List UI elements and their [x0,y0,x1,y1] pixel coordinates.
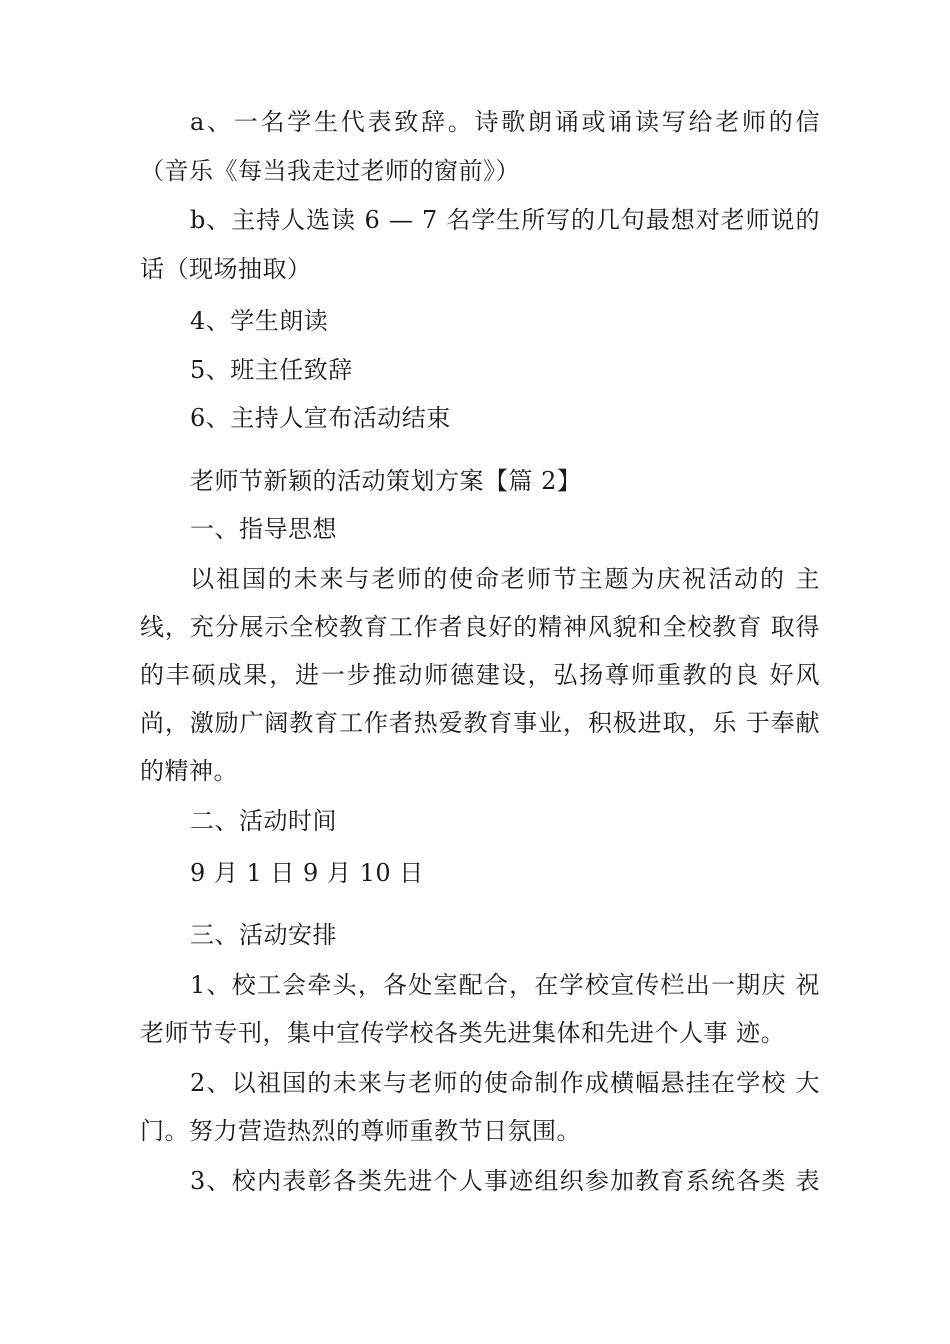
text-line: 的精神。 [140,757,238,785]
text-line: 4、学生朗读 [190,307,329,335]
text-line: 6、主持人宣布活动结束 [190,404,451,432]
subheading: 二、活动时间 [190,807,337,835]
text-line: 1、校工会牵头，各处室配合，在学校宣传栏出一期庆 祝 [190,971,820,999]
text-line: 话（现场抽取） [140,255,312,283]
text-line: 以祖国的未来与老师的使命老师节主题为庆祝活动的 主 [190,565,820,593]
text-line: a、一名学生代表致辞。诗歌朗诵或诵读写给老师的信 [190,108,820,136]
text-line: 尚，激励广阔教育工作者热爱教育事业，积极进取，乐 于奉献 [140,709,820,737]
text-line: 3、校内表彰各类先进个人事迹组织参加教育系统各类 表 [190,1167,820,1195]
text-line: 线，充分展示全校教育工作者良好的精神风貌和全校教育 取得 [140,613,820,641]
subheading: 一、指导思想 [190,515,337,543]
text-line: 老师节专刊，集中宣传学校各类先进集体和先进个人事 迹。 [140,1019,786,1047]
text-line: b、主持人选读 6 — 7 名学生所写的几句最想对老师说的 [190,206,820,234]
section-heading: 老师节新颖的活动策划方案【篇 2】 [190,467,582,495]
text-line: 的丰硕成果，进一步推动师德建设，弘扬尊师重教的良 好风 [140,661,820,689]
subheading: 三、活动安排 [190,921,337,949]
text-line: （音乐《每当我走过老师的窗前》） [140,157,520,185]
text-line: 2、以祖国的未来与老师的使命制作成横幅悬挂在学校 大 [190,1069,820,1097]
text-line: 5、班主任致辞 [190,356,353,384]
date-line: 9 月 1 日 9 月 10 日 [190,859,424,887]
text-line: 门。努力营造热烈的尊师重教节日氛围。 [140,1117,581,1145]
